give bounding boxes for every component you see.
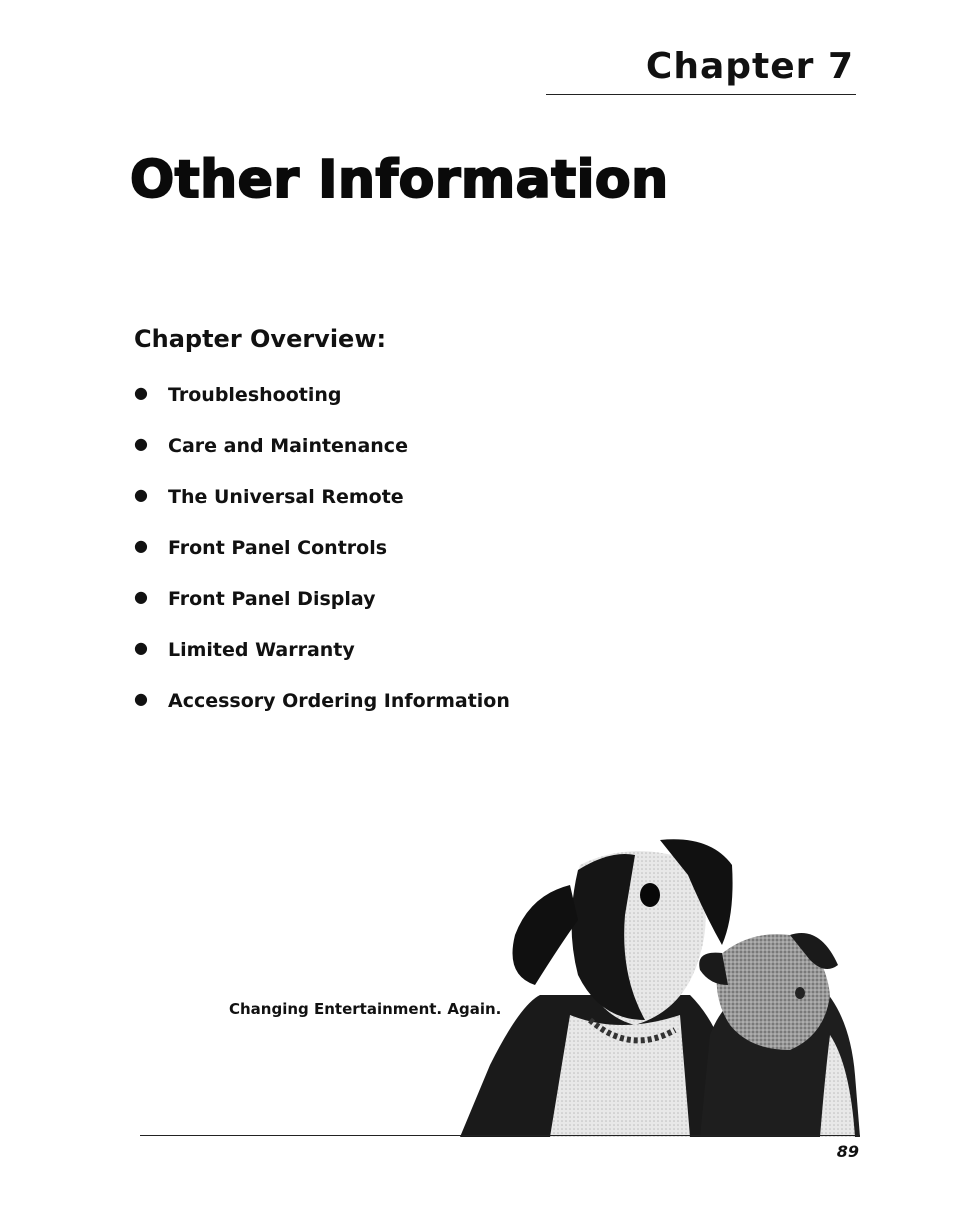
page-number: 89 xyxy=(836,1142,859,1161)
tagline: Changing Entertainment. Again. xyxy=(229,1000,502,1018)
list-item: ● Front Panel Display xyxy=(134,584,510,635)
footer-divider xyxy=(140,1135,860,1136)
list-item: ● Front Panel Controls xyxy=(134,533,510,584)
bullet-icon: ● xyxy=(134,434,148,453)
dogs-photo-icon xyxy=(460,835,860,1137)
overview-list xyxy=(134,380,510,737)
page-title: Other Information xyxy=(130,150,669,210)
bullet-icon: ● xyxy=(134,638,148,657)
list-item: ● Accessory Ordering Information xyxy=(134,686,510,737)
bullet-icon: ● xyxy=(134,689,148,708)
list-item: ● The Universal Remote xyxy=(134,482,510,533)
list-item: ● Troubleshooting xyxy=(134,380,510,431)
overview-heading: Chapter Overview: xyxy=(134,325,387,353)
chapter-divider xyxy=(546,94,856,95)
chapter-label: Chapter 7 xyxy=(645,46,854,87)
bullet-icon: ● xyxy=(134,485,148,504)
list-item: ● Care and Maintenance xyxy=(134,431,510,482)
bullet-icon: ● xyxy=(134,536,148,555)
bullet-icon: ● xyxy=(134,383,148,402)
list-item: ● Limited Warranty xyxy=(134,635,510,686)
bullet-icon: ● xyxy=(134,587,148,606)
